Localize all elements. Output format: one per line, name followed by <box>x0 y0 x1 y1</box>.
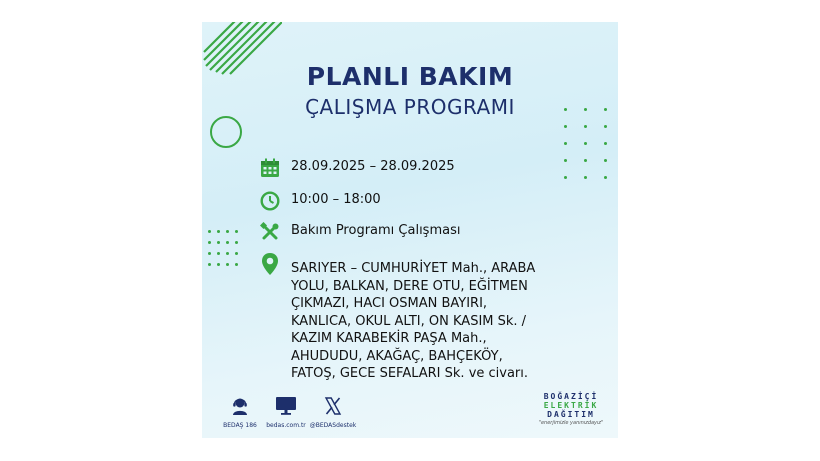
decorative-dot <box>235 230 238 233</box>
decorative-dot <box>584 142 587 145</box>
decorative-dot <box>208 252 211 255</box>
decorative-dot <box>217 263 220 266</box>
calendar-icon <box>260 158 280 178</box>
date-range: 28.09.2025 – 28.09.2025 <box>291 159 455 174</box>
clock-icon <box>260 191 280 211</box>
phone-contact <box>220 396 260 429</box>
monitor-icon <box>275 396 297 416</box>
decorative-dot <box>604 176 607 179</box>
maintenance-card <box>202 22 618 438</box>
x-logo-icon <box>324 396 342 416</box>
page-subtitle: ÇALIŞMA PROGRAMI <box>305 95 515 119</box>
decorative-dot <box>226 241 229 244</box>
decorative-dot <box>584 176 587 179</box>
brand-tagline: "enerjimizle yanınızdayız" <box>538 420 604 426</box>
tools-icon <box>260 222 280 242</box>
decorative-dot <box>226 252 229 255</box>
phone-label: BEDAŞ 186 <box>223 422 257 429</box>
decorative-dot <box>217 241 220 244</box>
social-label: @BEDASdestek <box>309 422 357 429</box>
decorative-dot <box>208 241 211 244</box>
social-contact[interactable] <box>308 396 358 429</box>
decorative-dots-left <box>208 230 248 270</box>
decorative-dot <box>584 159 587 162</box>
decorative-dot <box>604 159 607 162</box>
decorative-dot <box>564 176 567 179</box>
decorative-dot <box>226 230 229 233</box>
decorative-dot <box>564 142 567 145</box>
brand-line1: BOĞAZİÇİ <box>543 392 599 401</box>
page-title: PLANLI BAKIM <box>306 62 514 91</box>
decorative-dot <box>564 125 567 128</box>
brand-logo <box>536 392 606 426</box>
web-contact[interactable] <box>264 396 308 429</box>
decorative-circle <box>210 116 242 148</box>
decorative-dot <box>564 159 567 162</box>
work-type-row <box>260 222 460 242</box>
decorative-dot <box>235 263 238 266</box>
work-type: Bakım Programı Çalışması <box>291 223 461 238</box>
web-label: bedas.com.tr <box>266 422 306 429</box>
location-pin-icon <box>260 252 280 276</box>
headset-icon <box>230 396 250 416</box>
decorative-dot <box>217 230 220 233</box>
time-range: 10:00 – 18:00 <box>291 192 381 207</box>
date-row <box>260 158 455 178</box>
address-text: SARIYER – CUMHURİYET Mah., ARABA YOLU, BALKAN, DERE OTU, EĞİTMEN ÇIKMAZI, HACI OSMAN BAYIRI, KANLICA, OKUL ALTI, ON KASIM Sk. / KAZIM KARABEKİR PAŞA Mah., AHUDUDU, AKAĞAÇ, BAHÇEKÖY, FATOŞ, GECE SEFALARI Sk. ve civarı. <box>291 261 536 381</box>
time-row <box>260 191 381 211</box>
decorative-dot <box>604 142 607 145</box>
decorative-dot <box>217 252 220 255</box>
decorative-dot <box>604 125 607 128</box>
brand-line2: ELEKTRİK <box>543 401 599 410</box>
decorative-dot <box>584 125 587 128</box>
decorative-dot <box>226 263 229 266</box>
brand-line3: DAĞITIM <box>547 410 595 419</box>
decorative-dot <box>235 241 238 244</box>
decorative-dot <box>208 263 211 266</box>
address-row <box>260 252 541 383</box>
decorative-dot <box>235 252 238 255</box>
decorative-dot <box>208 230 211 233</box>
